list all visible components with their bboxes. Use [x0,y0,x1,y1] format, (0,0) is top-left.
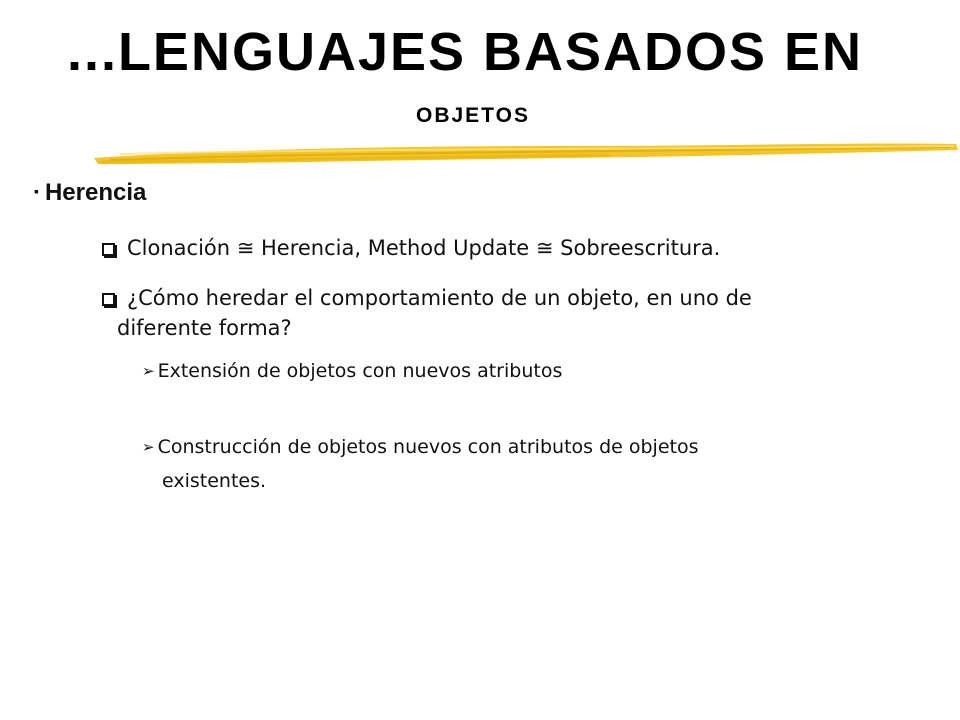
bullet-herencia-label: Herencia [44,179,147,206]
square-bullet-icon: ▪ [34,183,39,199]
sub-bullet-como-heredar-line1: ¿Cómo heredar el comportamiento de un objeto, en uno de [127,286,752,310]
sub-sub-bullet-construccion [142,436,699,458]
slide-title-line2: OBJETOS [416,104,530,127]
sub-bullet-clonacion [102,236,720,260]
checkbox-square-icon [102,243,115,256]
checkbox-square-icon [102,293,115,306]
bullet-herencia [34,179,146,207]
title-brush-underline [90,138,960,172]
slide-title-line1: ...LENGUAJES BASADOS EN [66,22,864,82]
sub-sub-bullet-extension [142,360,562,382]
arrow-bullet-icon: ➢ [142,438,155,456]
sub-bullet-como-heredar-line2: diferente forma? [117,316,292,340]
sub-sub-bullet-extension-text: Extensión de objetos con nuevos atributos [157,360,563,382]
sub-bullet-como-heredar [102,286,752,310]
sub-sub-bullet-construccion-line1: Construcción de objetos nuevos con atributos de objetos [157,436,699,458]
sub-sub-bullet-construccion-line2: existentes. [162,470,267,492]
arrow-bullet-icon: ➢ [142,362,155,380]
sub-bullet-clonacion-text: Clonación ≅ Herencia, Method Update ≅ Sobreescritura. [127,236,721,260]
